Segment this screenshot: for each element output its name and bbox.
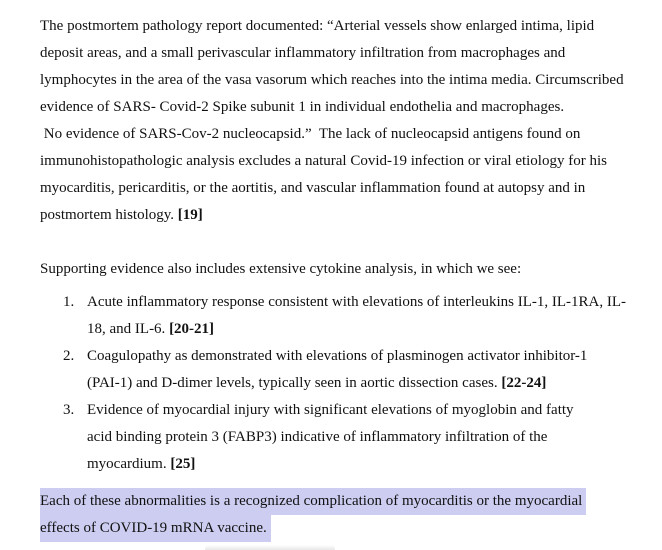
selected-text-line[interactable]: effects of COVID-19 mRNA vaccine.: [40, 515, 271, 542]
text-line: The postmortem pathology report documented: “Arterial vessels show enlarged intima, lipid: [40, 18, 595, 34]
text-line-with-citation: [40, 202, 650, 229]
citation-22-24: [22-24]: [501, 375, 547, 391]
list-item-3: [40, 397, 650, 478]
list-text: (PAI-1) and D-dimer levels, typically seen in aortic dissection cases.: [87, 375, 502, 391]
highlighted-paragraph[interactable]: [40, 488, 650, 542]
text-line: deposit areas, and a small perivascular inflammatory infiltration from macrophages and: [40, 45, 566, 61]
text-line: lymphocytes in the area of the vasa vasorum which reaches into the intima media. Circumscribed: [40, 72, 624, 88]
highlight-row: [40, 488, 650, 515]
text-line: immunohistopathologic analysis excludes a natural Covid-19 infection or viral etiology for his: [40, 153, 607, 169]
list-item-1: [40, 289, 650, 343]
list-text: myocardium.: [87, 456, 171, 472]
numbered-list: [40, 289, 650, 478]
list-text: Acute inflammatory response consistent with elevations of interleukins IL-1, IL-1RA, IL-: [87, 294, 627, 310]
document-body: [40, 13, 650, 542]
list-line: [40, 451, 650, 478]
text-line: evidence of SARS- Covid-2 Spike subunit 1 in individual endothelia and macrophages.: [40, 99, 565, 115]
list-line: [40, 343, 650, 370]
list-text: Coagulopathy as demonstrated with elevations of plasminogen activator inhibitor-1: [87, 348, 588, 364]
citation-25: [25]: [170, 456, 196, 472]
text-line: myocarditis, pericarditis, or the aortitis, and vascular inflammation found at autopsy and in: [40, 180, 586, 196]
paragraph-gap: [40, 229, 650, 256]
text-line: postmortem histology.: [40, 207, 178, 223]
text-line: No evidence of SARS-Cov-2 nucleocapsid.” The lack of nucleocapsid antigens found on: [40, 126, 581, 142]
list-line: [40, 289, 650, 316]
list-text: acid binding protein 3 (FABP3) indicative of inflammatory infiltration of the: [87, 429, 548, 445]
list-line: [40, 316, 650, 343]
list-number: 1.: [63, 294, 75, 310]
list-number: 3.: [63, 402, 75, 418]
list-number: 2.: [63, 348, 75, 364]
floating-toolbar-edge: [205, 545, 335, 550]
list-item-2: [40, 343, 650, 397]
list-line: [40, 370, 650, 397]
list-line: [40, 424, 650, 451]
list-gap: [40, 478, 650, 488]
citation-19: [19]: [177, 207, 203, 223]
highlight-row: [40, 515, 650, 542]
citation-20-21: [20-21]: [169, 321, 215, 337]
paragraph-supporting-evidence: Supporting evidence also includes extensive cytokine analysis, in which we see:: [40, 261, 522, 277]
selected-text-line[interactable]: Each of these abnormalities is a recognized complication of myocarditis or the myocardial: [40, 488, 586, 515]
paragraph-pathology-report: [40, 13, 650, 229]
list-line: [40, 397, 650, 424]
list-text: 18, and IL-6.: [87, 321, 170, 337]
list-text: Evidence of myocardial injury with significant elevations of myoglobin and fatty: [87, 402, 574, 418]
